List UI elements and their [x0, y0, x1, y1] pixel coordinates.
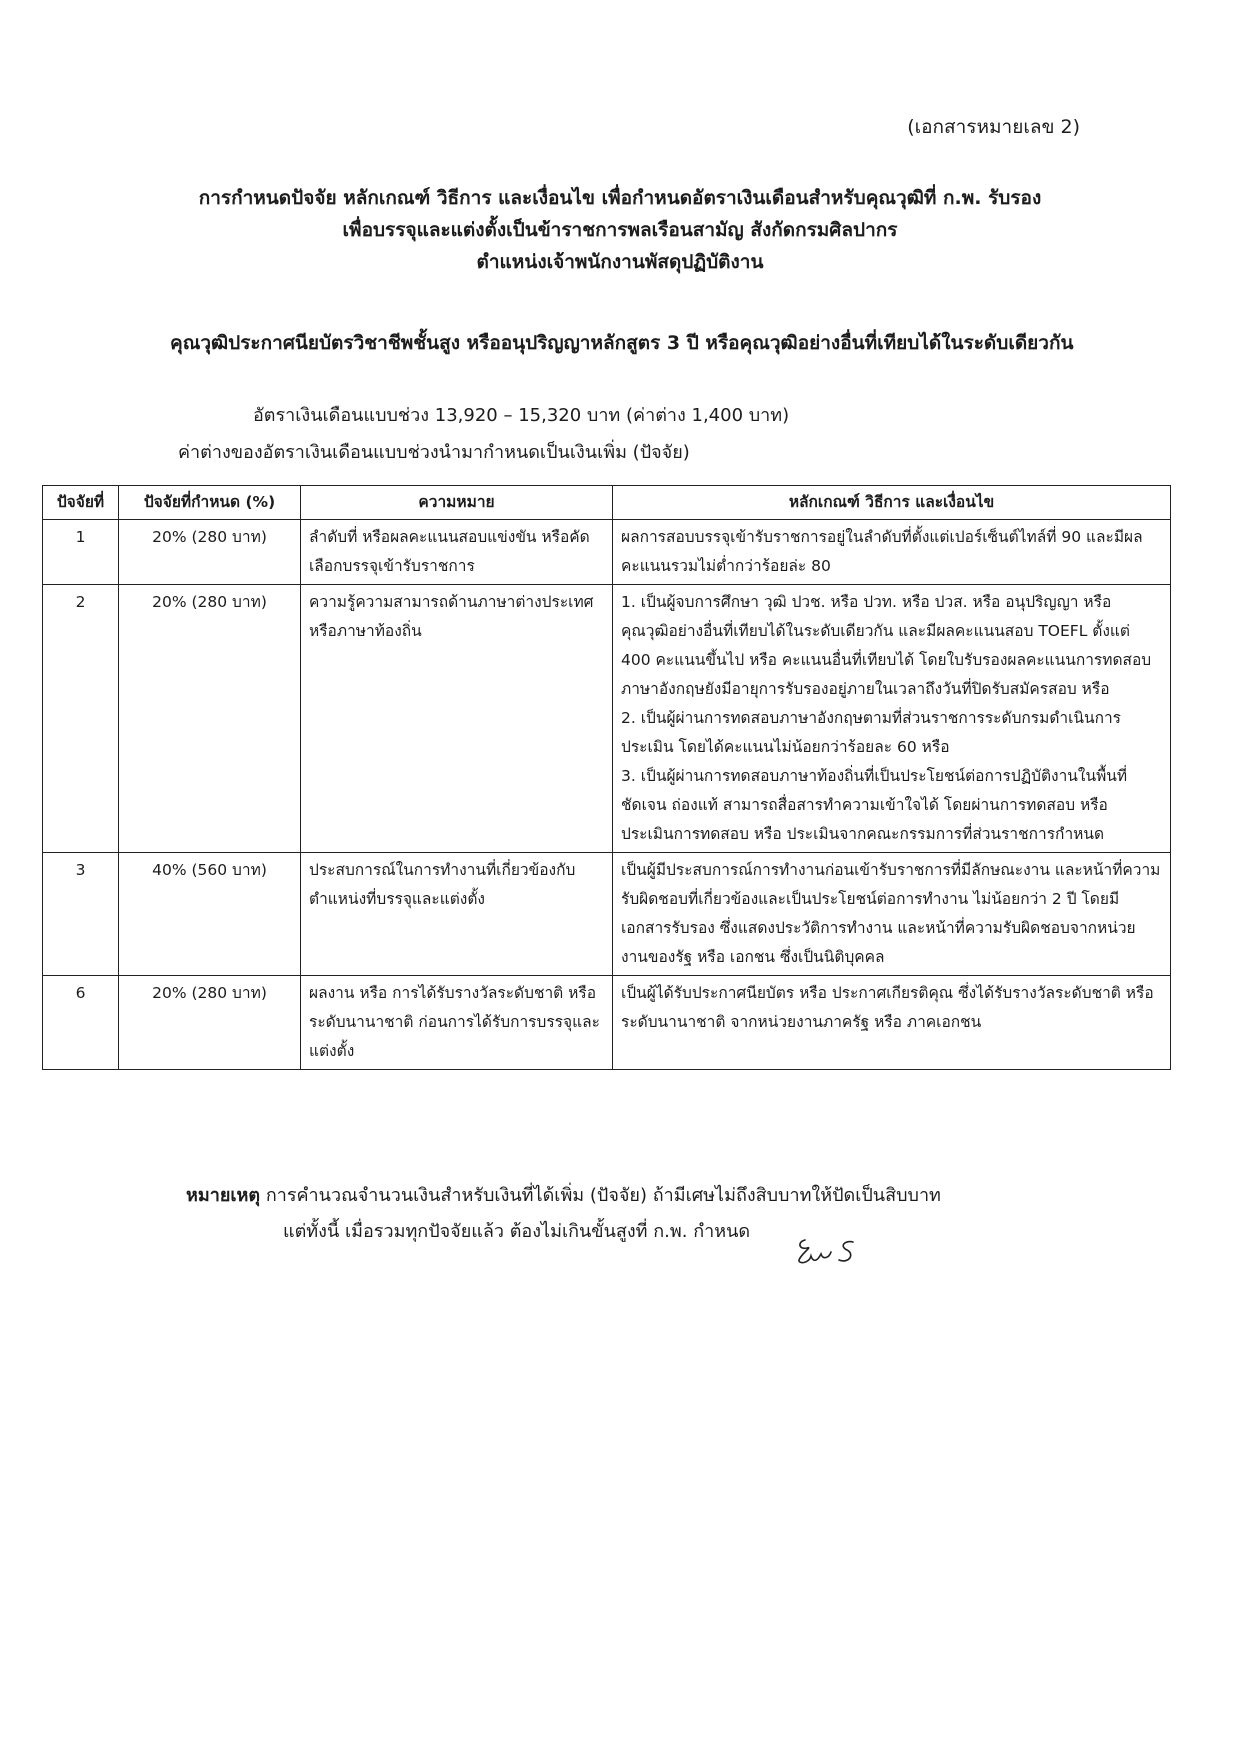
header-meaning: ความหมาย [301, 486, 613, 520]
criteria-text: เป็นผู้ได้รับประกาศนียบัตร หรือ ประกาศเกียรติคุณ ซึ่งได้รับรางวัลระดับชาติ หรือ ระดับนานาชาติ จากหน่วยงานภาครัฐ หรือ ภาคเอกชน [621, 984, 1154, 1031]
criteria-cell [613, 585, 1171, 853]
criteria-text: 3. เป็นผู้ผ่านการทดสอบภาษาท้องถิ่นที่เป็นประโยชน์ต่อการปฏิบัติงานในพื้นที่ชัดเจน ถ่องแท้ สามารถสื่อสารทำความเข้าใจได้ โดยผ่านการทดสอบ หรือ ประเมินการทดสอบ หรือ ประเมินจากคณะกรรมการที่ส่วนราชการกำหนด [621, 767, 1128, 843]
header-criteria: หลักเกณฑ์ วิธีการ และเงื่อนไข [613, 486, 1171, 520]
table-header-row [43, 486, 1171, 520]
document-title [150, 182, 1090, 278]
title-line: การกำหนดปัจจัย หลักเกณฑ์ วิธีการ และเงื่อนไข เพื่อกำหนดอัตราเงินเดือนสำหรับคุณวุฒิที่ ก.พ. รับรอง [198, 187, 1042, 209]
criteria-cell [613, 520, 1171, 585]
factor-no-cell: 3 [43, 853, 119, 976]
criteria-text: 2. เป็นผู้ผ่านการทดสอบภาษาอังกฤษตามที่ส่วนราชการระดับกรมดำเนินการประเมิน โดยได้คะแนนไม่น้อยกว่าร้อยละ 60 หรือ [621, 709, 1122, 756]
document-number: (เอกสารหมายเลข 2) [907, 116, 1080, 138]
title-line: ตำแหน่งเจ้าพนักงานพัสดุปฏิบัติงาน [476, 251, 764, 273]
remark-text: การคำนวณจำนวนเงินสำหรับเงินที่ได้เพิ่ม (ปัจจัย) ถ้ามีเศษไม่ถึงสิบบาทให้ปัดเป็นสิบบาท [265, 1185, 941, 1206]
table-row [43, 976, 1171, 1070]
criteria-text: 1. เป็นผู้จบการศึกษา วุฒิ ปวช. หรือ ปวท. หรือ ปวส. หรือ อนุปริญญา หรือ คุณวุฒิอย่างอื่นที่เทียบได้ในระดับเดียวกัน และมีผลคะแนนสอบ TOEFL ตั้งแต่ 400 คะแนนขึ้นไป หรือ คะแนนอื่นที่เทียบได้ โดยใบรับรองผลคะแนนการทดสอบภาษาอังกฤษยังมีอายุการรับรองอยู่ภายในเวลาถึงวันที่ปิดรับสมัครสอบ หรือ [621, 593, 1152, 698]
remark-line-2: แต่ทั้งนี้ เมื่อรวมทุกปัจจัยแล้ว ต้องไม่เกินขั้นสูงที่ ก.พ. กำหนด [283, 1221, 751, 1242]
header-factor-percent: ปัจจัยที่กำหนด (%) [119, 486, 301, 520]
remark-line-1 [186, 1178, 941, 1214]
table-row [43, 585, 1171, 853]
header-factor-no: ปัจจัยที่ [43, 486, 119, 520]
criteria-cell [613, 853, 1171, 976]
salary-range: อัตราเงินเดือนแบบช่วง 13,920 – 15,320 บาท (ค่าต่าง 1,400 บาท) [253, 405, 790, 426]
handwritten-signature [795, 1234, 865, 1270]
difference-note: ค่าต่างของอัตราเงินเดือนแบบช่วงนำมากำหนดเป็นเงินเพิ่ม (ปัจจัย) [178, 442, 690, 463]
criteria-text: ผลการสอบบรรจุเข้ารับราชการอยู่ในลำดับที่ตั้งแต่เปอร์เซ็นต์ไทล์ที่ 90 และมีผลคะแนนรวมไม่ต่ำกว่าร้อยล่ะ 80 [621, 528, 1143, 575]
factors-table [42, 485, 1171, 1070]
table-row [43, 853, 1171, 976]
table-row [43, 520, 1171, 585]
meaning-cell: ลำดับที่ หรือผลคะแนนสอบแข่งขัน หรือคัดเลือกบรรจุเข้ารับราชการ [301, 520, 613, 585]
criteria-text: เป็นผู้มีประสบการณ์การทำงานก่อนเข้ารับราชการที่มีลักษณะงาน และหน้าที่ความรับผิดชอบที่เกี่ยวข้องและเป็นประโยชน์ต่อการทำงาน ไม่น้อยกว่า 2 ปี โดยมีเอกสารรับรอง ซึ่งแสดงประวัติการทำงาน และหน้าที่ความรับผิดชอบจากหน่วยงานของรัฐ หรือ เอกชน ซึ่งเป็นนิติบุคคล [621, 861, 1161, 966]
remark-label: หมายเหตุ [186, 1185, 261, 1206]
factor-percent-cell: 20% (280 บาท) [119, 976, 301, 1070]
meaning-cell: ผลงาน หรือ การได้รับรางวัลระดับชาติ หรือ ระดับนานาชาติ ก่อนการได้รับการบรรจุและแต่งตั้ง [301, 976, 613, 1070]
factor-percent-cell: 20% (280 บาท) [119, 520, 301, 585]
factor-no-cell: 2 [43, 585, 119, 853]
title-line: เพื่อบรรจุและแต่งตั้งเป็นข้าราชการพลเรือนสามัญ สังกัดกรมศิลปากร [342, 219, 898, 241]
factor-no-cell: 6 [43, 976, 119, 1070]
qualification-heading: คุณวุฒิประกาศนียบัตรวิชาชีพชั้นสูง หรืออนุปริญญาหลักสูตร 3 ปี หรือคุณวุฒิอย่างอื่นที่เทียบได้ในระดับเดียวกัน [170, 332, 1074, 354]
factor-no-cell: 1 [43, 520, 119, 585]
meaning-cell: ความรู้ความสามารถด้านภาษาต่างประเทศ หรือภาษาท้องถิ่น [301, 585, 613, 853]
criteria-cell [613, 976, 1171, 1070]
factor-percent-cell: 40% (560 บาท) [119, 853, 301, 976]
meaning-cell: ประสบการณ์ในการทำงานที่เกี่ยวข้องกับตำแหน่งที่บรรจุและแต่งตั้ง [301, 853, 613, 976]
factor-percent-cell: 20% (280 บาท) [119, 585, 301, 853]
